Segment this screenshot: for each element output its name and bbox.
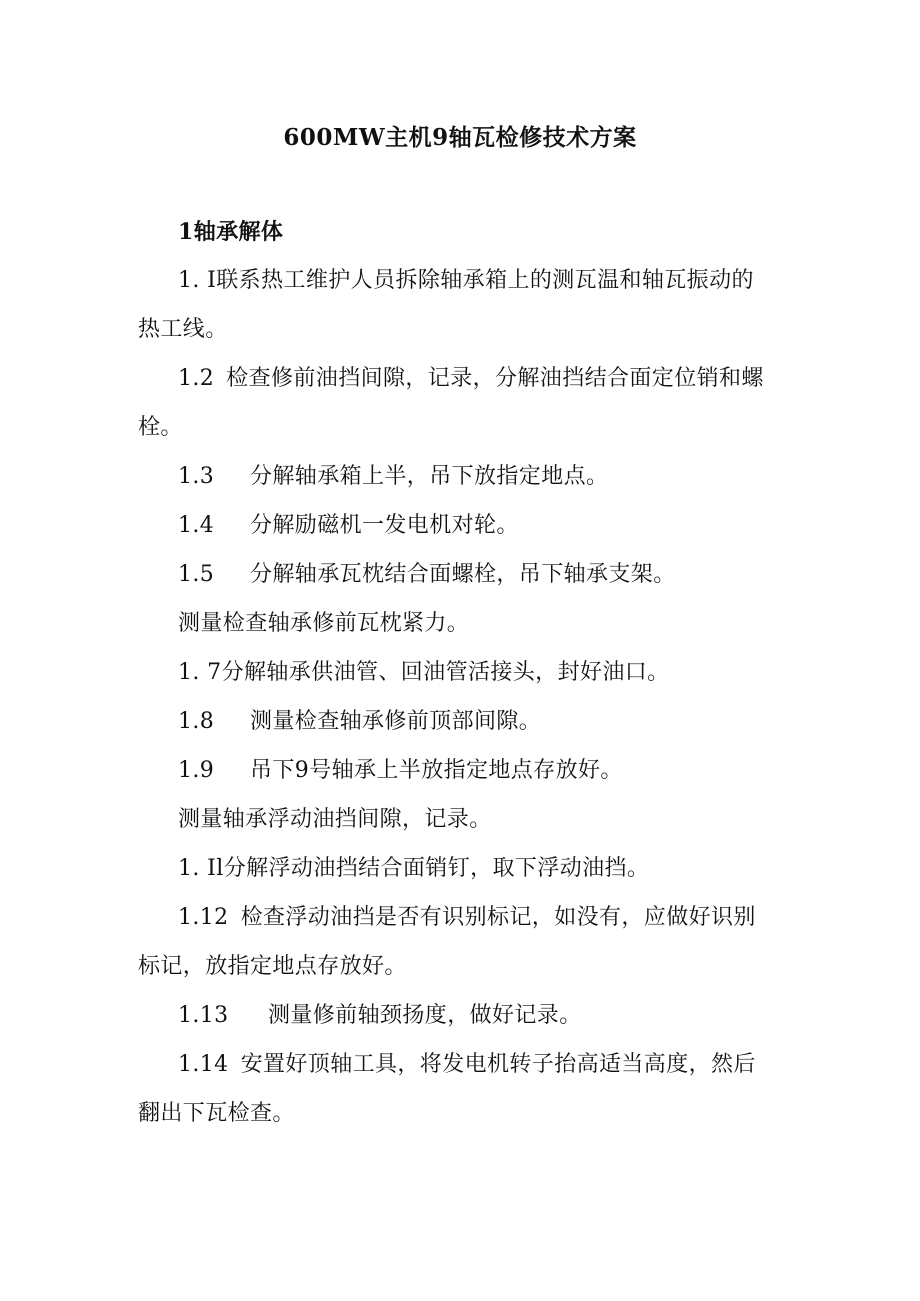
item-1-10: 测量轴承浮动油挡间隙，记录。 bbox=[178, 807, 492, 832]
item-text: 分解励磁机一发电机对轮。 bbox=[250, 513, 519, 538]
item-text: 分解轴承瓦枕结合面螺栓，吊下轴承支架。 bbox=[250, 562, 676, 587]
document-title: 600MW主机9轴瓦检修技术方案 bbox=[283, 124, 637, 151]
item-1-6: 测量检查轴承修前瓦枕紧力。 bbox=[178, 611, 470, 636]
item-1-13 bbox=[178, 996, 582, 1036]
section-heading: 1轴承解体 bbox=[178, 219, 284, 245]
item-number: 1.13 bbox=[178, 1003, 229, 1028]
item-1-5 bbox=[178, 555, 676, 595]
item-number: 1.14 bbox=[178, 1052, 229, 1077]
item-1-14-continued: 翻出下瓦检查。 bbox=[138, 1101, 295, 1126]
item-1-9 bbox=[178, 751, 623, 791]
item-number: 1.4 bbox=[178, 513, 215, 538]
item-text: 检查修前油挡间隙，记录，分解油挡结合面定位销和螺 bbox=[226, 366, 764, 391]
item-1-1: 1. I联系热工维护人员拆除轴承箱上的测瓦温和轴瓦振动的 bbox=[178, 268, 754, 293]
item-text: 分解轴承箱上半，吊下放指定地点。 bbox=[250, 464, 609, 489]
item-1-11: 1. Il分解浮动油挡结合面销钉，取下浮动油挡。 bbox=[178, 856, 650, 881]
item-number: 1.3 bbox=[178, 464, 215, 489]
item-1-8 bbox=[178, 702, 541, 742]
item-1-3 bbox=[178, 457, 608, 497]
item-number: 1.9 bbox=[178, 758, 215, 783]
item-text: 测量修前轴颈扬度，做好记录。 bbox=[268, 1003, 582, 1028]
item-1-1-continued: 热工线。 bbox=[138, 317, 228, 342]
item-1-7: 1. 7分解轴承供油管、回油管活接头，封好油口。 bbox=[178, 660, 670, 685]
item-number: 1.8 bbox=[178, 709, 215, 734]
item-number: 1.12 bbox=[178, 905, 229, 930]
item-1-12 bbox=[178, 898, 756, 938]
item-1-12-continued: 标记，放指定地点存放好。 bbox=[138, 954, 407, 979]
item-1-4 bbox=[178, 506, 519, 546]
item-text: 安置好顶轴工具，将发电机转子抬高适当高度，然后 bbox=[240, 1052, 756, 1077]
item-text: 检查浮动油挡是否有识别标记，如没有，应做好识别 bbox=[240, 905, 756, 930]
item-1-14 bbox=[178, 1045, 756, 1085]
item-1-2-continued: 栓。 bbox=[138, 415, 183, 440]
item-1-2 bbox=[178, 359, 764, 399]
item-number: 1.5 bbox=[178, 562, 215, 587]
item-text: 吊下9号轴承上半放指定地点存放好。 bbox=[250, 758, 623, 783]
item-text: 测量检查轴承修前顶部间隙。 bbox=[250, 709, 542, 734]
item-number: 1.2 bbox=[178, 366, 215, 391]
